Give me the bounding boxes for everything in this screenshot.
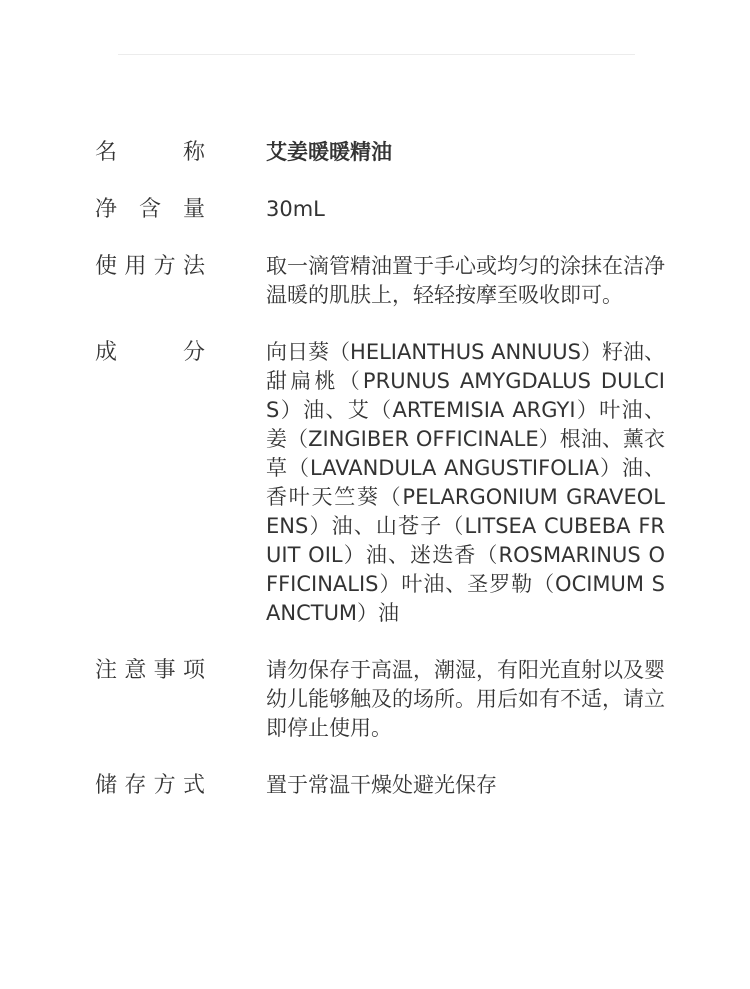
spec-row-usage [95, 252, 665, 310]
spec-value-ingredients: 向日葵（HELIANTHUS ANNUUS）籽油、甜扁桃（PRUNUS AMYGDALUS DULCIS）油、艾（ARTEMISIA ARGYI）叶油、姜（ZINGIBER OFFICINALE）根油、薰衣草（LAVANDULA ANGUSTIFOLIA）油、香叶天竺葵（PELARGONIUM GRAVEOLENS）油、山苍子（LITSEA CUBEBA FRUIT OIL）油、迷迭香（ROSMARINUS OFFICINALIS）叶油、圣罗勒（OCIMUM SANCTUM）油 [266, 340, 665, 625]
spec-value-name: 艾姜暖暖精油 [266, 140, 392, 164]
spec-label-caution: 注 意 事 项 [95, 658, 205, 683]
spec-row-name [95, 138, 665, 167]
spec-value-caution: 请勿保存于高温，潮湿，有阳光直射以及婴幼儿能够触及的场所。用后如有不适，请立即停止使用。 [266, 658, 665, 740]
product-spec-table [95, 138, 665, 800]
spec-row-ingredients [95, 338, 665, 628]
spec-row-volume [95, 195, 665, 224]
spec-row-storage [95, 771, 665, 800]
spec-value-volume: 30mL [266, 197, 325, 221]
spec-label-usage: 使 用 方 法 [95, 254, 205, 279]
spec-label-ingredients: 成 分 [95, 340, 205, 365]
spec-label-storage: 储 存 方 式 [95, 773, 205, 798]
spec-row-caution [95, 656, 665, 743]
spec-value-storage: 置于常温干燥处避光保存 [266, 773, 497, 797]
spec-label-volume: 净 含 量 [95, 197, 205, 222]
top-divider [118, 54, 635, 55]
spec-value-usage: 取一滴管精油置于手心或均匀的涂抹在洁净温暖的肌肤上，轻轻按摩至吸收即可。 [266, 254, 665, 307]
spec-label-name: 名 称 [95, 140, 205, 165]
